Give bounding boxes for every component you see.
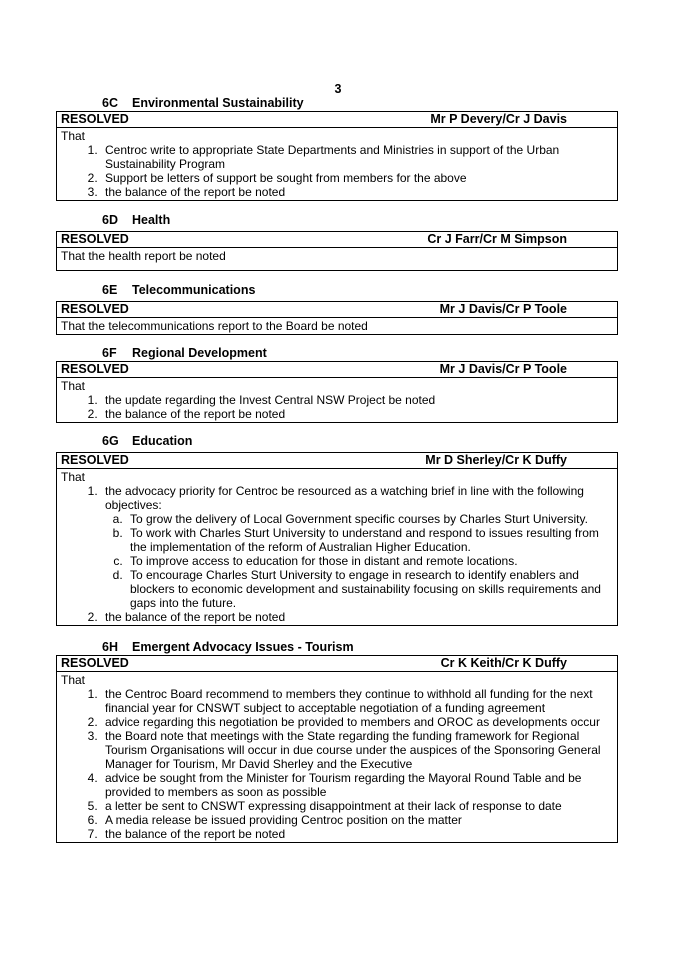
section-heading: [56, 213, 618, 228]
resolution-body: [57, 128, 617, 200]
objective-item: d. To encourage Charles Sturt University to engage in research to identify enablers and blockers to economic development and sustainability focusing on skills requirements and gaps into the future.: [126, 568, 613, 610]
objective-item: c. To improve access to education for those in distant and remote locations.: [126, 554, 613, 568]
section-code: 6F: [102, 346, 117, 360]
list-item: 2. advice regarding this negotiation be provided to members and OROC as developments occur: [101, 715, 613, 729]
resolution-intro: That: [61, 379, 86, 393]
list-item: 2. the balance of the report be noted: [101, 610, 613, 624]
resolution-list: [61, 393, 613, 421]
resolved-label: RESOLVED: [61, 232, 129, 246]
resolution-header: [57, 232, 617, 248]
resolution-body: [57, 672, 617, 842]
movers: Cr K Keith/Cr K Duffy: [440, 656, 567, 670]
list-item: 3. the Board note that meetings with the State regarding the funding framework for Regional Tourism Organisations will occur in due course under the auspices of the Sponsoring General Manager for Tourism, Mr David Sherley and the Executive: [101, 729, 613, 771]
resolution-intro: That: [61, 470, 86, 484]
section-heading: [56, 346, 618, 361]
resolution-body: That the health report be noted: [61, 249, 226, 263]
list-item: 3. the balance of the report be noted: [101, 185, 613, 199]
resolution-header: [57, 362, 617, 378]
section-6e: [56, 283, 618, 335]
list-item: 1. Centroc write to appropriate State Departments and Ministries in support of the Urban Sustainability Program: [101, 143, 613, 171]
section-heading: [56, 283, 618, 298]
resolution-box: [56, 361, 618, 423]
section-heading: [56, 640, 618, 655]
resolution-body: [57, 469, 617, 625]
resolution-header: [57, 453, 617, 469]
resolution-intro: That: [61, 129, 86, 143]
section-heading: [56, 434, 618, 449]
resolution-box: [56, 111, 618, 201]
section-title: Regional Development: [132, 346, 267, 360]
resolution-body: That the telecommunications report to the Board be noted: [61, 319, 368, 333]
resolved-label: RESOLVED: [61, 453, 129, 467]
resolution-box: [56, 231, 618, 271]
section-heading: [56, 96, 618, 111]
section-title: Health: [132, 213, 171, 227]
movers: Mr D Sherley/Cr K Duffy: [425, 453, 567, 467]
section-code: 6G: [102, 434, 119, 448]
resolved-label: RESOLVED: [61, 302, 129, 316]
resolution-header: [57, 656, 617, 672]
objective-item: a. To grow the delivery of Local Government specific courses by Charles Sturt University.: [126, 512, 613, 526]
list-item: [101, 484, 613, 610]
movers: Mr P Devery/Cr J Davis: [430, 112, 567, 126]
list-item: 2. Support be letters of support be sought from members for the above: [101, 171, 613, 185]
list-item: 6. A media release be issued providing Centroc position on the matter: [101, 813, 613, 827]
movers: Mr J Davis/Cr P Toole: [439, 362, 567, 376]
section-title: Education: [132, 434, 193, 448]
section-code: 6C: [102, 96, 118, 110]
section-code: 6H: [102, 640, 118, 654]
resolution-intro: That: [61, 673, 86, 687]
objective-item: b. To work with Charles Sturt University to understand and respond to issues resulting from the implementation of the reform of Australian Higher Education.: [126, 526, 613, 554]
resolution-box: [56, 301, 618, 335]
movers: Mr J Davis/Cr P Toole: [439, 302, 567, 316]
objectives-list: [105, 512, 613, 610]
page-number: 3: [334, 82, 342, 96]
resolution-list: [61, 143, 613, 199]
list-item: 1. the update regarding the Invest Central NSW Project be noted: [101, 393, 613, 407]
list-item: 7. the balance of the report be noted: [101, 827, 613, 841]
resolved-label: RESOLVED: [61, 656, 129, 670]
resolution-list: [61, 687, 613, 841]
resolution-box: [56, 452, 618, 626]
resolution-box: [56, 655, 618, 843]
movers: Cr J Farr/Cr M Simpson: [427, 232, 567, 246]
section-title: Environmental Sustainability: [132, 96, 304, 110]
resolved-label: RESOLVED: [61, 362, 129, 376]
list-item: 1. the Centroc Board recommend to members they continue to withhold all funding for the next financial year for CNSWT subject to acceptable negotiation of a funding agreement: [101, 687, 613, 715]
section-6f: [56, 346, 618, 423]
section-6d: [56, 213, 618, 271]
list-item-text: the advocacy priority for Centroc be resourced as a watching brief in line with the following objectives:: [105, 484, 584, 512]
section-code: 6E: [102, 283, 118, 297]
resolution-header: [57, 302, 617, 318]
section-title: Emergent Advocacy Issues - Tourism: [132, 640, 354, 654]
resolution-body: [57, 378, 617, 422]
list-item: 5. a letter be sent to CNSWT expressing disappointment at their lack of response to date: [101, 799, 613, 813]
section-title: Telecommunications: [132, 283, 256, 297]
list-item: 4. advice be sought from the Minister for Tourism regarding the Mayoral Round Table and be provided to members as soon as possible: [101, 771, 613, 799]
section-6g: [56, 434, 618, 626]
resolved-label: RESOLVED: [61, 112, 129, 126]
section-6h: [56, 640, 618, 843]
list-item: 2. the balance of the report be noted: [101, 407, 613, 421]
section-6c: [56, 96, 618, 201]
resolution-list: [61, 484, 613, 624]
resolution-header: [57, 112, 617, 128]
section-code: 6D: [102, 213, 118, 227]
